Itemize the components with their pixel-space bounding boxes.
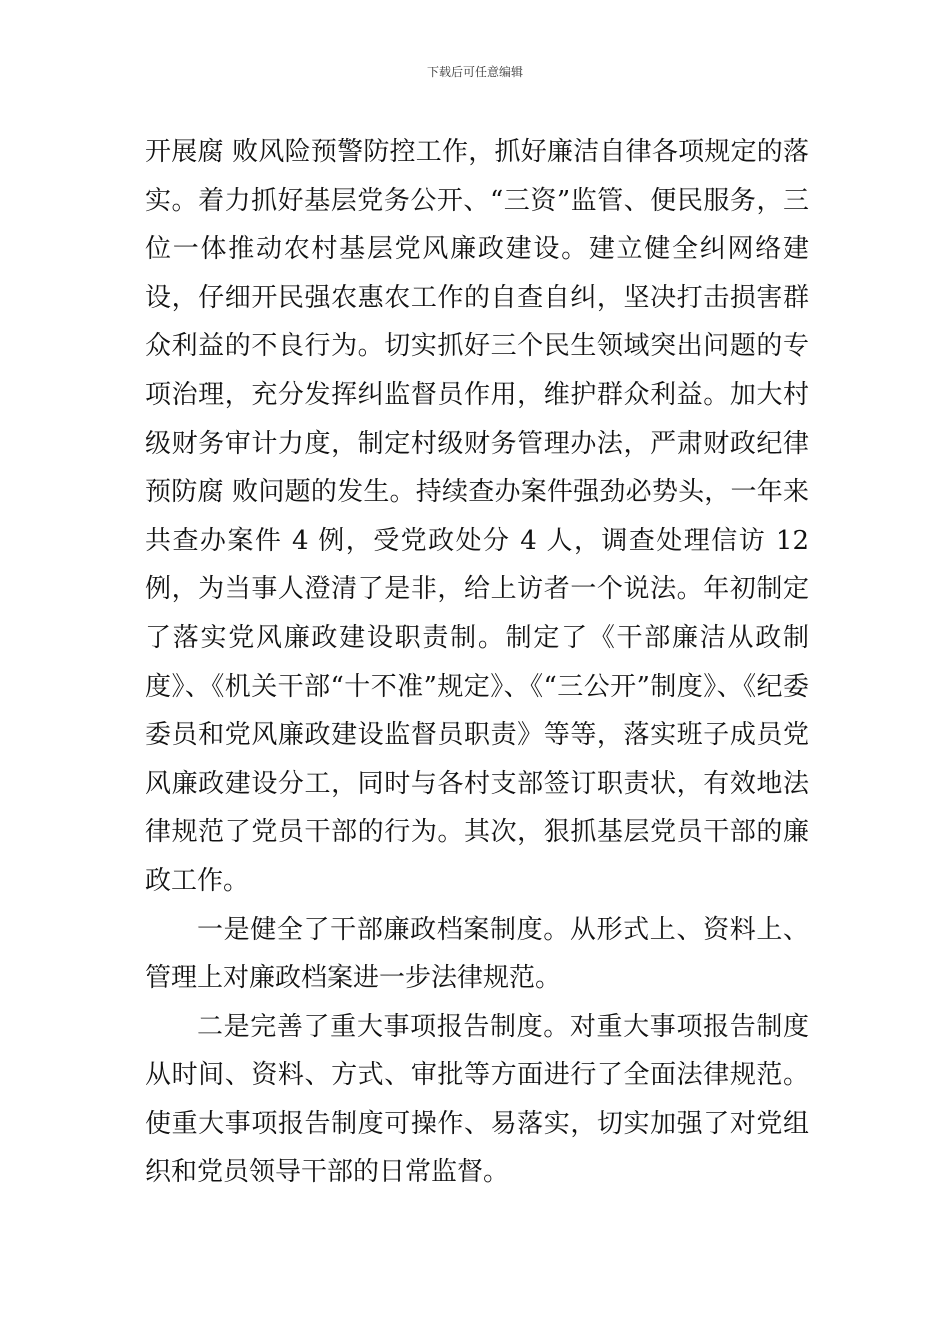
document-body [145, 128, 809, 1197]
page-header-note: 下载后可任意编辑 [426, 65, 523, 79]
paragraph-item-one: 一是健全了干部廉政档案制度。从形式上、资料上、管理上对廉政档案进一步法律规范。 [145, 914, 809, 994]
paragraph-continuation: 开展腐 败风险预警防控工作，抓好廉洁自律各项规定的落实。着力抓好基层党务公开、“三资”监管、便民服务，三位一体推动农村基层党风廉政建设。建立健全纠网络建设，仔细开民强农惠农工作的自查自纠，坚决打击损害群众利益的不良行为。切实抓好三个民生领域突出问题的专项治理，充分发挥纠监督员作用，维护群众利益。加大村级财务审计力度，制定村级财务管理办法，严肃财政纪律预防腐 败问题的发生。持续查办案件强劲必势头，一年来共查办案件 4 例，受党政处分 4 人，调查处理信访 12 例，为当事人澄清了是非，给上访者一个说法。年初制定了落实党风廉政建设职责制。制定了《干部廉洁从政制度》、《机关干部“十不准”规定》、《“三公开”制度》、《纪委委员和党风廉政建设监督员职责》等等，落实班子成员党风廉政建设分工，同时与各村支部签订职责状，有效地法律规范了党员干部的行为。其次，狠抓基层党员干部的廉政工作。 [145, 137, 809, 896]
paragraph-item-two: 二是完善了重大事项报告制度。对重大事项报告制度从时间、资料、方式、审批等方面进行了全面法律规范。使重大事项报告制度可操作、易落实，切实加强了对党组织和党员领导干部的日常监督。 [145, 1011, 809, 1188]
